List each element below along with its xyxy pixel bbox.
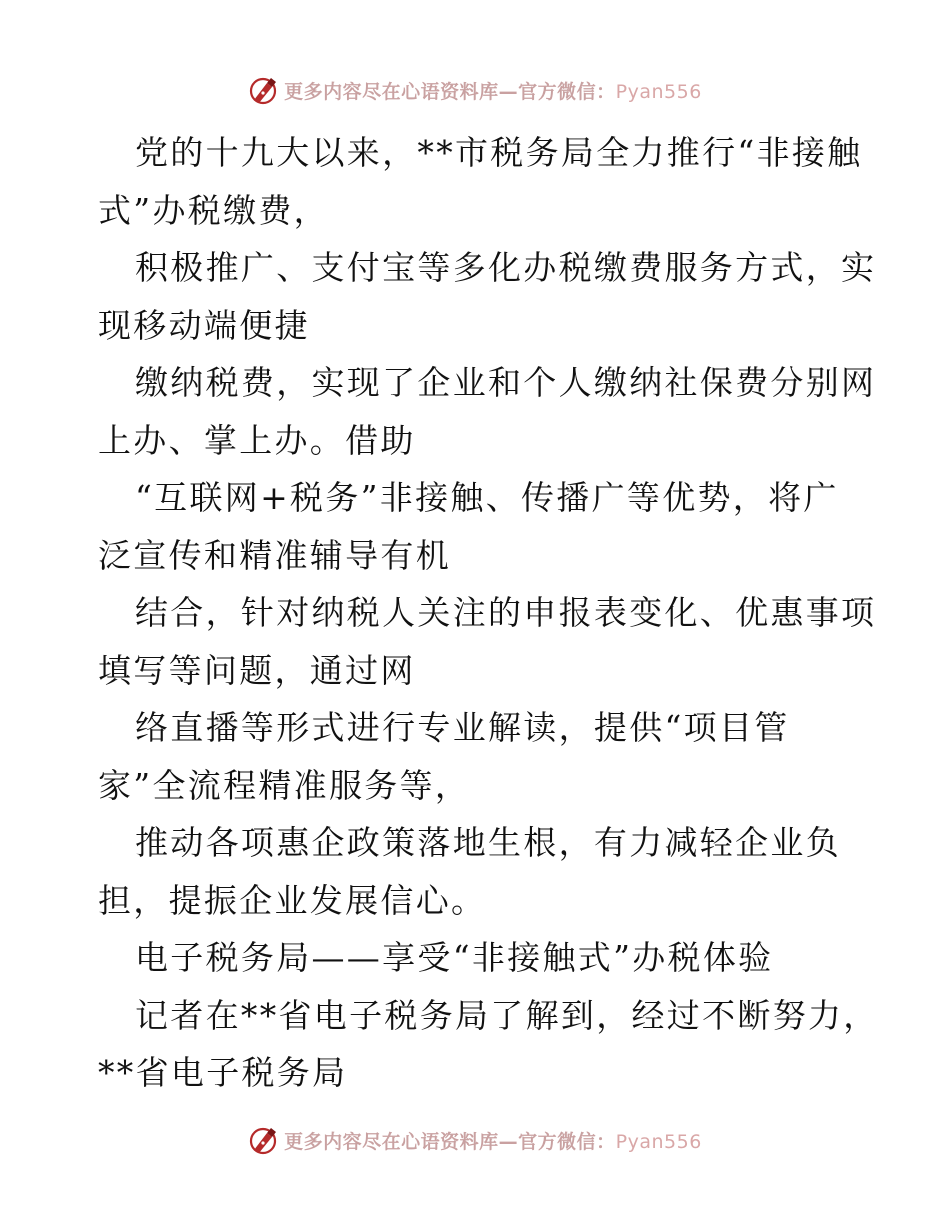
footer-watermark [0, 1120, 950, 1160]
watermark-text: 更多内容尽在心语资料库—官方微信：Pyan556 [284, 1130, 702, 1153]
body-line: 上办、掌上办。借助 [98, 420, 416, 460]
body-line: 缴纳税费，实现了企业和个人缴纳社保费分别网 [135, 363, 877, 402]
watermark-id: Pyan556 [615, 80, 702, 103]
body-line: 结合，针对纳税人关注的申报表变化、优惠事项 [135, 593, 877, 632]
pen-nib-circle-logo-icon [248, 74, 280, 106]
body-line: 担，提振企业发展信心。 [98, 880, 487, 920]
body-line: 推动各项惠企政策落地生根，有力减轻企业负 [135, 823, 841, 862]
body-line: 填写等问题，通过网 [98, 650, 416, 690]
body-line: 家”全流程精准服务等， [98, 765, 471, 805]
pen-nib-circle-logo-icon [248, 1124, 280, 1156]
body-line: “互联网+税务”非接触、传播广等优势，将广 [135, 478, 839, 517]
body-line: 现移动端便捷 [98, 305, 310, 345]
body-line: **省电子税务局 [98, 1053, 348, 1092]
body-line: 式”办税缴费， [98, 190, 329, 230]
section-heading: 电子税务局——享受“非接触式”办税体验 [135, 938, 774, 977]
body-line: 泛宣传和精准辅导有机 [98, 535, 451, 575]
watermark-text: 更多内容尽在心语资料库—官方微信：Pyan556 [284, 80, 702, 103]
watermark-id: Pyan556 [615, 1130, 702, 1153]
document-body [98, 124, 879, 1102]
body-line: 积极推广、支付宝等多化办税缴费服务方式，实 [135, 248, 877, 287]
header-watermark [0, 70, 950, 110]
body-line: 记者在**省电子税务局了解到，经过不断努力， [135, 995, 879, 1035]
body-line: 络直播等形式进行专业解读，提供“项目管 [135, 708, 790, 747]
body-line: 党的十九大以来，**市税务局全力推行“非接触 [135, 133, 863, 172]
